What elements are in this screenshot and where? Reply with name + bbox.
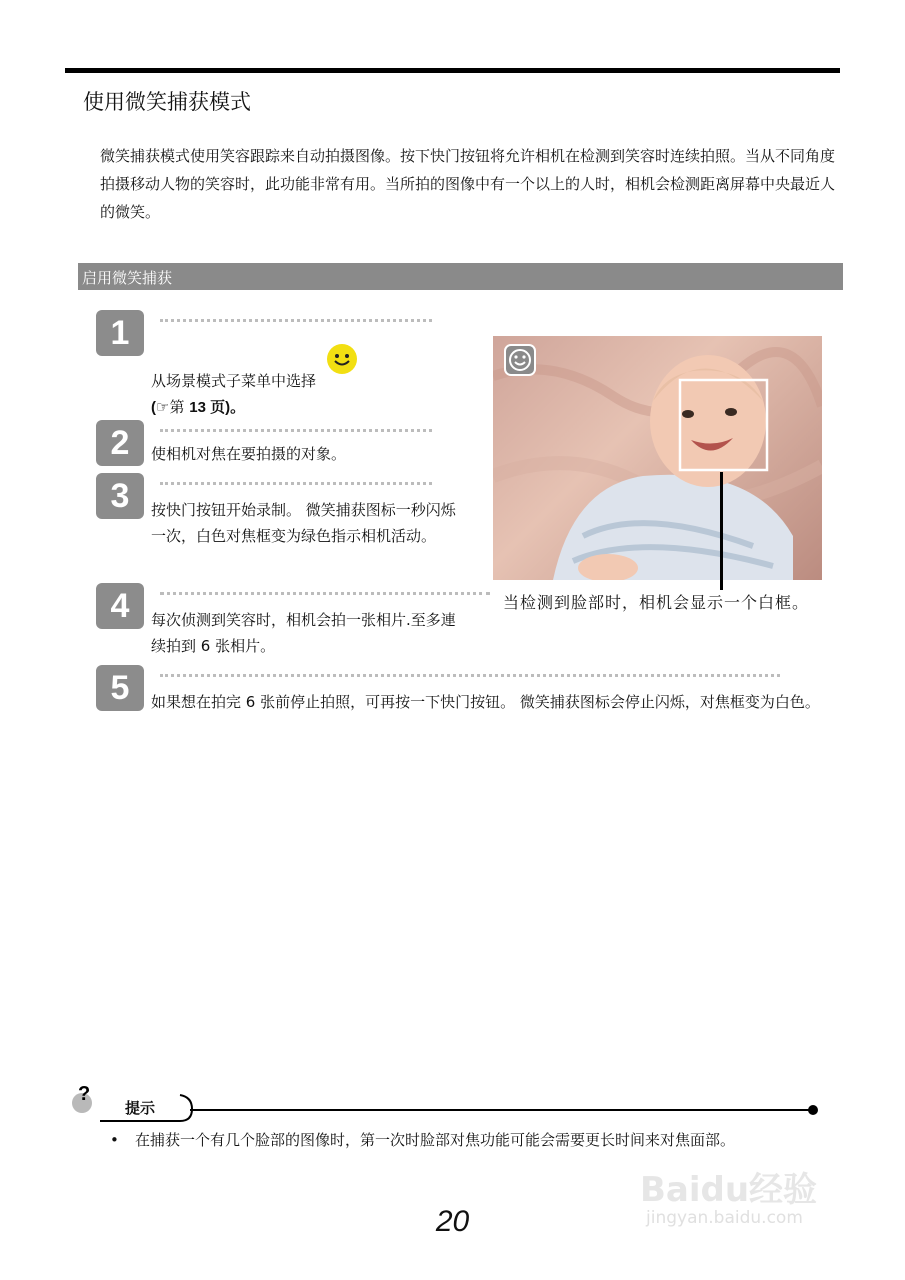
page-number: 20 [435, 1205, 470, 1238]
watermark [640, 1142, 880, 1232]
ref-close: 页)。 [205, 399, 246, 416]
step-number-badge: 5 [96, 665, 144, 711]
step-divider [160, 674, 780, 677]
ref-open: ( [151, 399, 156, 416]
step-number-badge: 2 [96, 420, 144, 466]
step-4-text: 每次侦测到笑容时，相机会拍一张相片.至多連续拍到 6 张相片。 [151, 611, 456, 655]
intro-paragraph: 微笑捕获模式使用笑容跟踪来自动拍摄图像。按下快门按钮将允许相机在检测到笑容时连续拍照。当从不同角度拍摄移动人物的笑容时，此功能非常有用。当所拍的图像中有一个以上的人时，相机会检测距离屏幕中央最近人的微笑。 [100, 147, 836, 221]
step-1-text [151, 358, 357, 421]
subsection-title: 启用微笑捕获 [82, 269, 173, 287]
smile-capture-icon [504, 344, 536, 376]
subsection-bar [78, 263, 843, 290]
step-number-badge: 3 [96, 473, 144, 519]
step-2-text: 使相机对焦在要拍摄的对象。 [151, 445, 347, 463]
svg-text:?: ? [78, 1086, 91, 1105]
step-divider [160, 592, 490, 595]
photo-caption: 当检测到脸部时，相机会显示一个白框。 [503, 593, 810, 612]
callout-line [720, 472, 723, 590]
ref-label: 第 [169, 398, 185, 416]
step-divider [160, 429, 432, 432]
hand-pointer-icon: ☞ [156, 398, 170, 416]
step-divider [160, 482, 432, 485]
tip-text: 在捕获一个有几个脸部的图像时，第一次时脸部对焦功能可能会需要更长时间来对焦面部。 [135, 1131, 736, 1149]
step-divider [160, 319, 432, 322]
baby-photo [493, 336, 822, 580]
section-title: 使用微笑捕获模式 [83, 90, 251, 114]
tip-rule-end [808, 1105, 818, 1115]
watermark-url: jingyan.baidu.com [646, 1208, 803, 1228]
step-3-text: 按快门按钮开始录制。 微笑捕获图标一秒闪烁一次，白色对焦框变为绿色指示相机活动。 [151, 501, 456, 545]
top-rule [65, 68, 840, 73]
ref-page: 13 [189, 399, 206, 416]
question-icon [68, 1086, 96, 1114]
step-number-badge: 4 [96, 583, 144, 629]
step-5-text: 如果想在拍完 6 张前停止拍照，可再按一下快门按钮。 微笑捕获图标会停止闪烁，对焦框变为白色。 [151, 693, 820, 711]
watermark-brand: Baidu经验 [640, 1170, 818, 1210]
tip-label: 提示 [125, 1099, 156, 1117]
smiley-icon [327, 344, 357, 374]
tip-rule [190, 1109, 812, 1111]
step-1-line: 从场景模式子菜单中选择 [151, 372, 317, 390]
tip-bullet: • [110, 1131, 119, 1149]
step-number-badge: 1 [96, 310, 144, 356]
